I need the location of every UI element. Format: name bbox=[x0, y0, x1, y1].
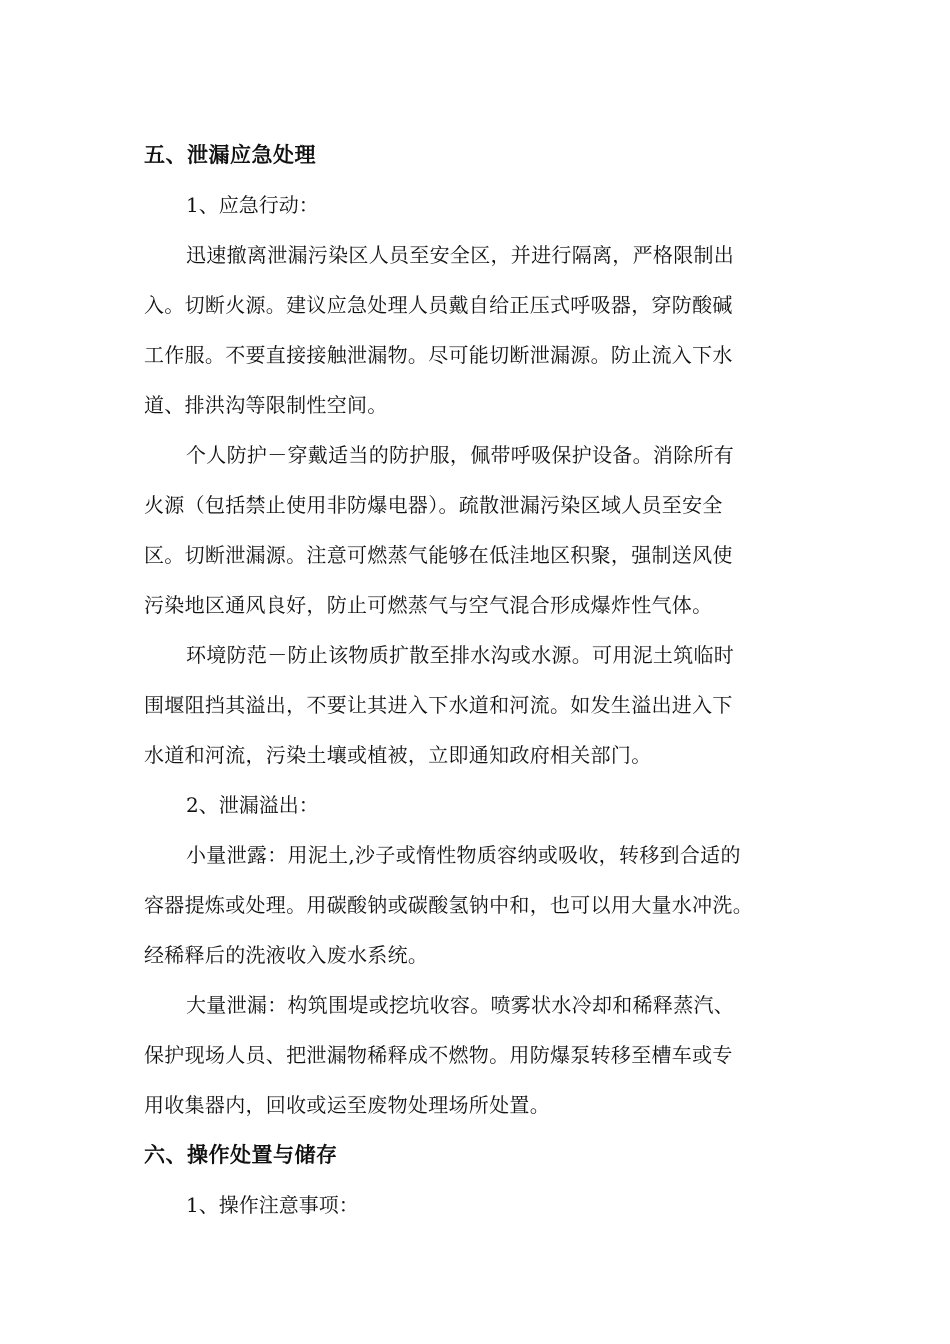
paragraph-line: 环境防范－防止该物质扩散至排水沟或水源。可用泥土筑临时 bbox=[186, 643, 735, 667]
section-heading-handling-storage: 六、操作处置与储存 bbox=[144, 1143, 338, 1167]
paragraph-line: 火源（包括禁止使用非防爆电器）。疏散泄漏污染区域人员至安全 bbox=[144, 493, 723, 517]
paragraph-environmental-protection bbox=[144, 630, 808, 780]
paragraph-line: 围堰阻挡其溢出，不要让其进入下水道和河流。如发生溢出进入下 bbox=[144, 693, 733, 717]
paragraph-line: 个人防护－穿戴适当的防护服，佩带呼吸保护设备。消除所有 bbox=[186, 443, 735, 467]
subheading-leak-spill: 2、泄漏溢出： bbox=[186, 793, 319, 817]
paragraph-line: 小量泄露：用泥土,沙子或惰性物质容纳或吸收，转移到合适的 bbox=[186, 843, 741, 867]
paragraph-line: 工作服。不要直接接触泄漏物。尽可能切断泄漏源。防止流入下水 bbox=[144, 343, 733, 367]
paragraph-line: 迅速撤离泄漏污染区人员至安全区，并进行隔离，严格限制出 bbox=[186, 243, 735, 267]
paragraph-personal-protection bbox=[144, 430, 808, 630]
subheading-handling-precautions: 1、操作注意事项： bbox=[186, 1193, 359, 1217]
paragraph-line: 水道和河流，污染土壤或植被，立即通知政府相关部门。 bbox=[144, 743, 652, 767]
paragraph-line: 区。切断泄漏源。注意可燃蒸气能够在低洼地区积聚，强制送风使 bbox=[144, 543, 733, 567]
paragraph-evacuation bbox=[144, 230, 808, 430]
paragraph-line: 用收集器内，回收或运至废物处理场所处置。 bbox=[144, 1093, 550, 1117]
subheading-emergency-action: 1、应急行动： bbox=[186, 193, 319, 217]
paragraph-small-leak bbox=[144, 830, 808, 980]
paragraph-line: 保护现场人员、把泄漏物稀释成不燃物。用防爆泵转移至槽车或专 bbox=[144, 1043, 733, 1067]
paragraph-large-leak bbox=[144, 980, 808, 1130]
document-body bbox=[144, 130, 808, 1230]
paragraph-line: 污染地区通风良好，防止可燃蒸气与空气混合形成爆炸性气体。 bbox=[144, 593, 713, 617]
paragraph-line: 容器提炼或处理。用碳酸钠或碳酸氢钠中和，也可以用大量水冲洗。 bbox=[144, 893, 753, 917]
paragraph-line: 经稀释后的洗液收入废水系统。 bbox=[144, 943, 429, 967]
paragraph-line: 道、排洪沟等限制性空间。 bbox=[144, 393, 388, 417]
paragraph-line: 入。切断火源。建议应急处理人员戴自给正压式呼吸器，穿防酸碱 bbox=[144, 293, 733, 317]
section-heading-leak-emergency: 五、泄漏应急处理 bbox=[144, 143, 316, 167]
paragraph-line: 大量泄漏：构筑围堤或挖坑收容。喷雾状水冷却和稀释蒸汽、 bbox=[186, 993, 735, 1017]
